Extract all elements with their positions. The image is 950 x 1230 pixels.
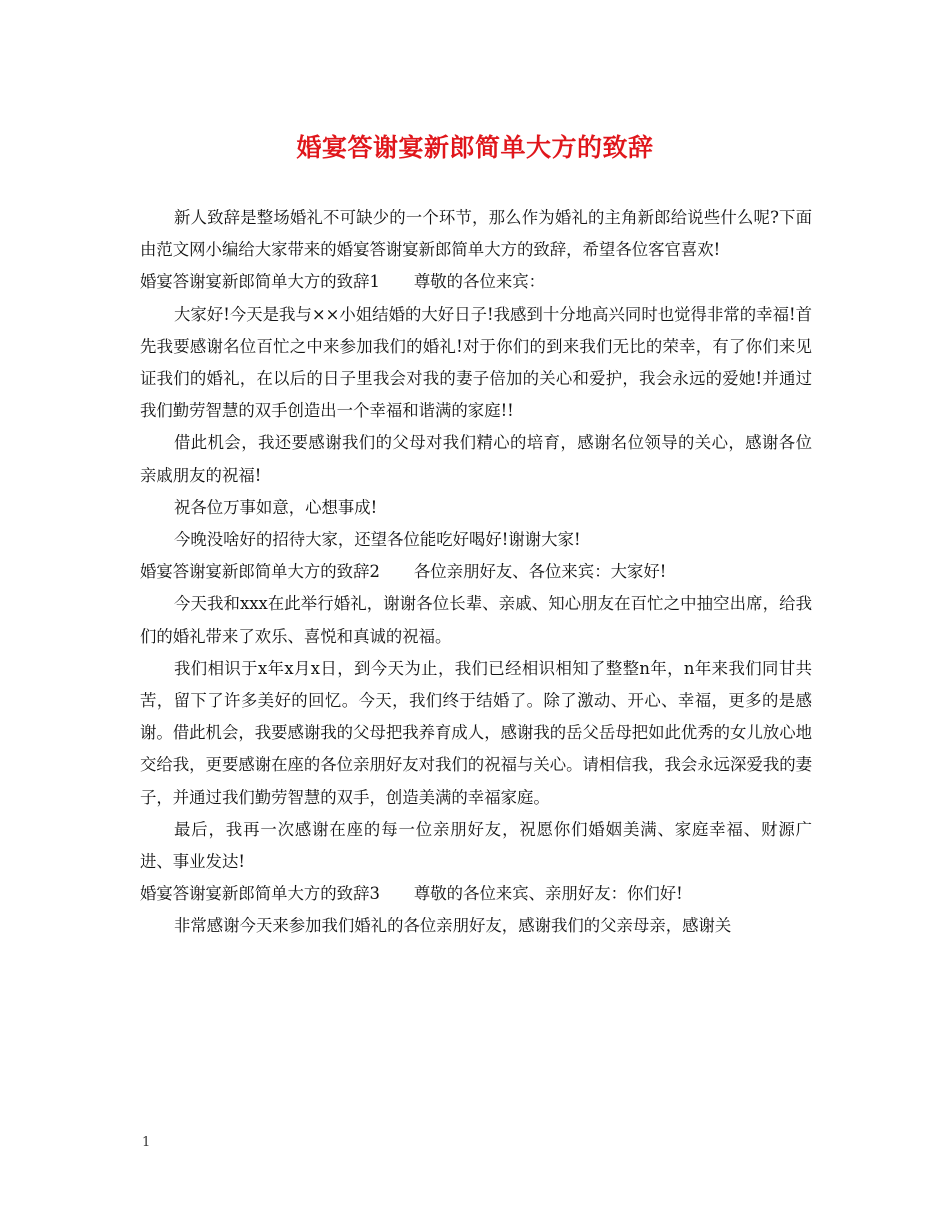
- section-2-paragraph: 今天我和xxx在此举行婚礼，谢谢各位长辈、亲戚、知心朋友在百忙之中抽空出席，给我们的婚礼带来了欢乐、喜悦和真诚的祝福。: [140, 594, 812, 646]
- section-1-heading-line: [140, 266, 812, 298]
- section-3-paragraph: 非常感谢今天来参加我们婚礼的各位亲朋好友，感谢我们的父亲母亲，感谢关: [174, 916, 732, 936]
- section-1-paragraph: 借此机会，我还要感谢我们的父母对我们精心的培育，感谢名位领导的关心，感谢各位亲戚朋友的祝福!: [140, 433, 812, 485]
- section-1-greeting: 尊敬的各位来宾：: [413, 272, 546, 292]
- section-1-paragraph: 祝各位万事如意，心想事成!: [174, 497, 378, 517]
- section-2-paragraph: 最后，我再一次感谢在座的每一位亲朋好友，祝愿你们婚姻美满、家庭幸福、财源广进、事业发达!: [140, 819, 812, 872]
- section-2-greeting: 各位亲朋好友、各位来宾：大家好!: [413, 562, 667, 582]
- document-body: [140, 202, 812, 943]
- section-1-heading: 婚宴答谢宴新郎简单大方的致辞1: [140, 272, 380, 292]
- section-3-heading: 婚宴答谢宴新郎简单大方的致辞3: [140, 884, 380, 904]
- section-3-greeting: 尊敬的各位来宾、亲朋好友：你们好!: [413, 884, 683, 904]
- section-2-heading-line: [140, 556, 812, 588]
- section-1-paragraph: 大家好!今天是我与××小姐结婚的大好日子!我感到十分地高兴同时也觉得非常的幸福!首先我要感谢名位百忙之中来参加我们的婚礼!对于你们的到来我们无比的荣幸，有了你们来见证我们的婚礼，在以后的日子里我会对我的妻子倍加的关心和爱护，我会永远的爱她!并通过我们勤劳智慧的双手创造出一个幸福和谐满的家庭!!: [140, 304, 812, 421]
- section-2-paragraph: 我们相识于x年x月x日，到今天为止，我们已经相识相知了整整n年，n年来我们同甘共苦，留下了许多美好的回忆。今天，我们终于结婚了。除了激动、开心、幸福，更多的是感谢。借此机会，我要感谢我的父母把我养育成人，感谢我的岳父岳母把如此优秀的女儿放心地交给我，更要感谢在座的各位亲朋好友对我们的祝福与关心。请相信我，我会永远深爱我的妻子，并通过我们勤劳智慧的双手，创造美满的幸福家庭。: [140, 658, 813, 807]
- intro-paragraph: 新人致辞是整场婚礼不可缺少的一个环节，那么作为婚礼的主角新郎给说些什么呢?下面由范文网小编给大家带来的婚宴答谢宴新郎简单大方的致辞，希望各位客官喜欢!: [140, 208, 812, 260]
- section-1-paragraph: 今晚没啥好的招待大家，还望各位能吃好喝好!谢谢大家!: [174, 530, 581, 550]
- page-number: 1: [142, 1135, 151, 1150]
- document-title: 婚宴答谢宴新郎简单大方的致辞: [296, 133, 654, 162]
- section-3-heading-line: [140, 878, 812, 910]
- section-2-heading: 婚宴答谢宴新郎简单大方的致辞2: [140, 562, 380, 582]
